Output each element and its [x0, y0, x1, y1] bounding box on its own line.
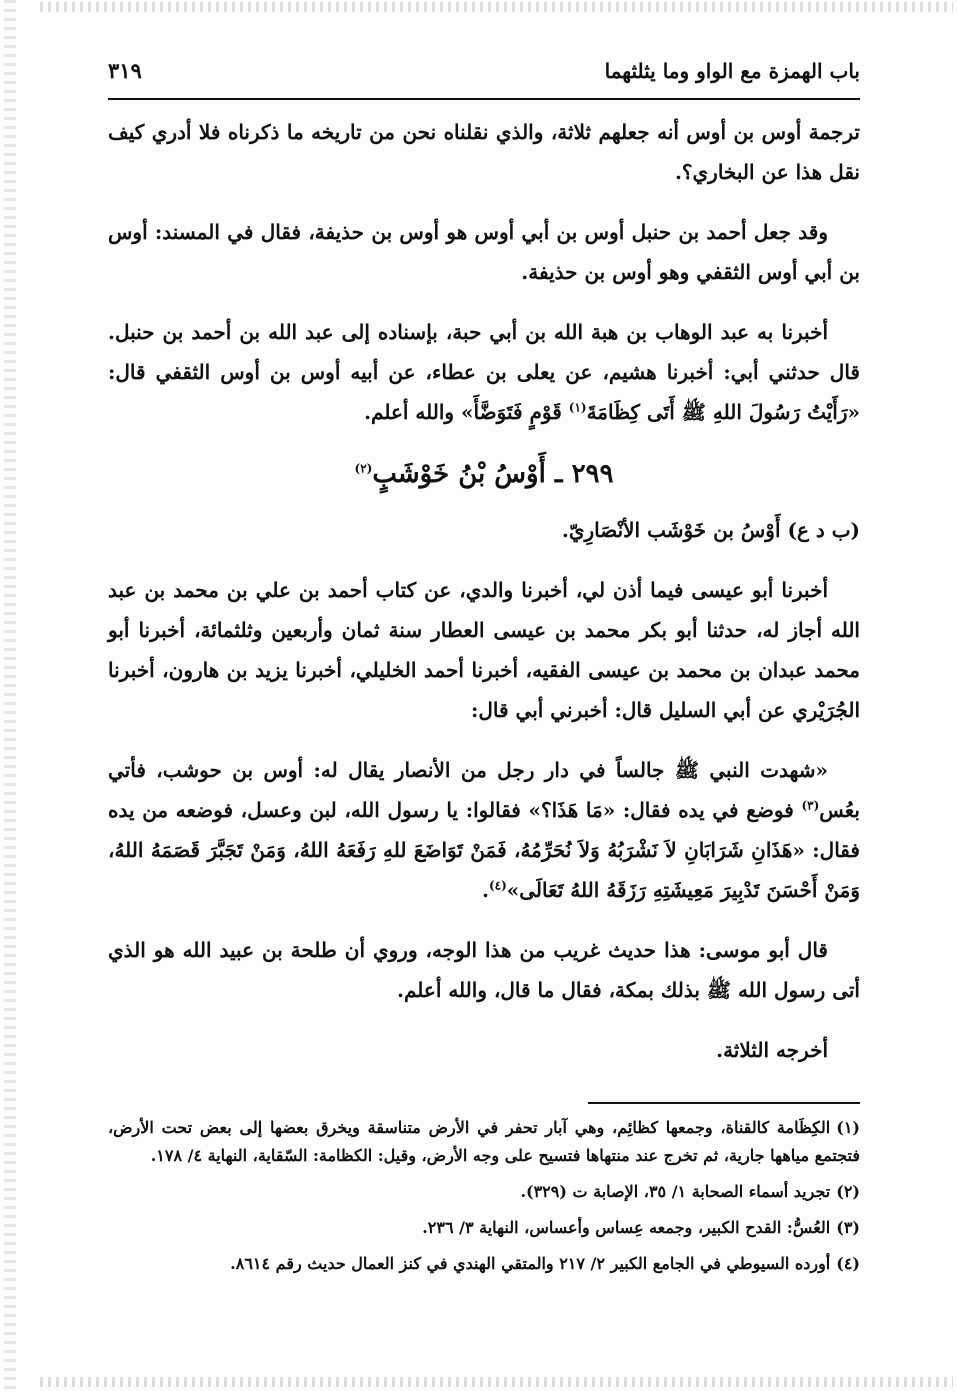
footnote-number: (٢) — [836, 1182, 860, 1201]
footnote-rule — [588, 1102, 860, 1104]
footnotes — [108, 1114, 860, 1278]
paragraph-2: وقد جعل أحمد بن حنبل أوس بن أبي أوس هو أوس بن حذيفة، فقال في المسند: أوس بن أبي أوس الثقفي وهو أوس بن حذيفة. — [108, 220, 860, 284]
running-title: باب الهمزة مع الواو وما يثلثهما — [604, 59, 860, 83]
hadith-paragraph-2 — [108, 750, 860, 910]
footnote-number: (١) — [836, 1118, 860, 1137]
isnad-text: أخبرنا به عبد الوهاب بن هبة الله بن أبي حبة، بإسناده إلى عبد الله بن أحمد بن حنبل. قال حدثني أبي: أخبرنا هشيم، عن يعلى بن عطاء، عن أبيه أوس بن أوس الثقفي قال: — [108, 320, 860, 384]
page-number: ٣١٩ — [108, 58, 142, 83]
hadith-2-end: . — [481, 878, 489, 902]
footnote-text: تجريد أسماء الصحابة ١/ ٣٥، الإصابة ت (٣٢٩). — [520, 1182, 831, 1201]
hadith-text-1b: قَوْمٍ فَتَوَضَّأَ» — [461, 400, 562, 424]
page-body — [108, 112, 860, 1070]
decorative-border-bottom — [40, 1377, 953, 1387]
hadith-2-part-1: «شهدت النبي ﷺ جالساً في دار رجل من الأنصار يقال له: أوس بن حوشب، فأتي بعُس — [108, 758, 860, 822]
paragraph-3 — [108, 312, 860, 432]
footnote-text: الكِظَامة كالقناة، وجمعها كظائِم، وهي آبار تحفر في الأرض متناسقة ويخرق بعضها إلى بعض تحت الأرض، فتجتمع مياهها جارية، ثم تخرج عند منتهاها فتسيح على وجه الأرض، وقيل: الكظامة: السّقاية، النهاية ٤/ ١٧٨. — [108, 1118, 860, 1165]
decorative-border-side — [4, 0, 16, 1393]
footnote-3 — [108, 1214, 860, 1242]
entry-codes: (ب د ع) أَوْسُ بن خَوْشَب الأنْصَارِيّ. — [561, 518, 860, 542]
paragraph-1: ترجمة أوس بن أوس أنه جعلهم ثلاثة، والذي نقلناه نحن من تاريخه ما ذكرناه فلا أدري كيف نقل هذا عن البخاري؟. — [108, 120, 860, 184]
footnote-1 — [108, 1114, 860, 1170]
closing-phrase: والله أعلم. — [364, 400, 455, 424]
footnote-4 — [108, 1250, 860, 1278]
paragraph-5: قال أبو موسى: هذا حديث غريب من هذا الوجه، وروي أن طلحة بن عبيد الله هو الذي أتى رسول الله ﷺ بذلك بمكة، فقال ما قال، والله أعلم. — [108, 938, 860, 1002]
footnote-text: أورده السيوطي في الجامع الكبير ٢/ ٢١٧ والمتقي الهندي في كنز العمال حديث رقم ٨٦١٤. — [230, 1254, 831, 1273]
paragraph-4: أخبرنا أبو عيسى فيما أذن لي، أخبرنا والدي، عن كتاب أحمد بن علي بن محمد بن عبد الله أجاز له، حدثنا أبو بكر محمد بن عيسى العطار سنة ثمان وأربعين وثلثمائة، أخبرنا أبو محمد عبدان بن محمد بن عيسى الفقيه، أخبرنا أحمد الخليلي، أخبرنا يزيد بن هارون، أخبرنا الجُرَيْري عن أبي السليل قال: أخبرني أبي قال: — [108, 578, 860, 722]
hadith-text-1: «رَأَيْتُ رَسُولَ اللهِ ﷺ أَتَى كِظَامَةَ — [586, 400, 860, 424]
footnote-ref-4: (٤) — [488, 878, 507, 893]
paragraph-6: أخرجه الثلاثة. — [716, 1038, 828, 1062]
entry-title: ٢٩٩ ـ أَوْسُ بْنُ خَوْشَبٍ — [372, 459, 614, 489]
footnote-ref-1: (١) — [568, 400, 587, 415]
footnote-number: (٣) — [836, 1218, 860, 1237]
decorative-border-top — [40, 2, 953, 12]
footnote-ref-3: (٣) — [801, 798, 820, 813]
hadith-2-part-2: فوضع في يده فقال: «مَا هَذَا؟» فقالوا: يا رسول الله، لبن وعسل، فوضعه من يده فقال: «هَذَانِ شَرَابَانِ لاَ نَشْرَبُهُ وَلاَ نُحَرِّمُهُ، فَمَنْ تَوَاضَعَ للهِ رَفَعَهُ اللهُ، وَمَنْ تَجَبَّرَ قَصَمَهُ اللهُ، وَمَنْ أَحْسَنَ تَدْبِيرَ مَعِيشَتِهِ رَزَقَهُ اللهُ تَعَالَى» — [108, 798, 860, 902]
footnote-text: العُسُّ: القدح الكبير، وجمعه عِساس وأعساس، النهاية ٣/ ٢٣٦. — [422, 1218, 831, 1237]
entry-heading — [108, 452, 860, 496]
footnote-2 — [108, 1178, 860, 1206]
book-page — [108, 58, 860, 1286]
page-header — [108, 58, 860, 100]
footnote-number: (٤) — [836, 1254, 860, 1273]
footnote-ref-2: (٢) — [354, 461, 373, 476]
